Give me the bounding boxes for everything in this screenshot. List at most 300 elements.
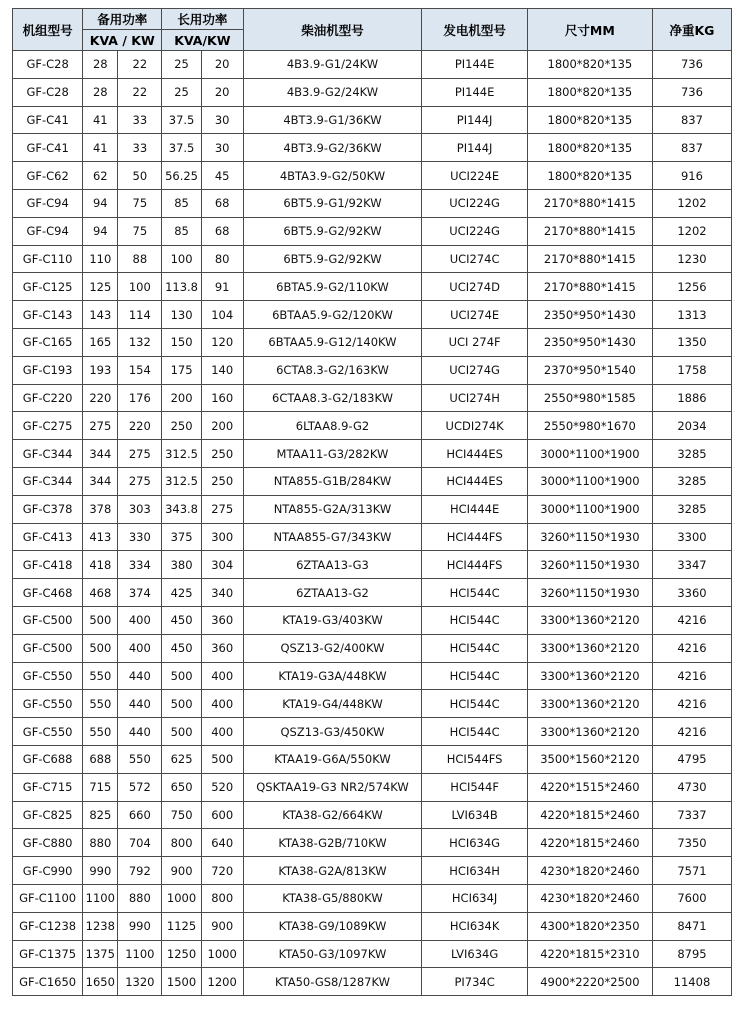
cell-prime-kva: 500	[162, 662, 202, 690]
cell-standby-kva: 500	[83, 634, 118, 662]
cell-model: GF-C193	[13, 356, 83, 384]
cell-engine-model: 6BT5.9-G2/92KW	[243, 217, 422, 245]
cell-net-weight: 7350	[652, 829, 731, 857]
cell-prime-kva: 150	[162, 328, 202, 356]
cell-standby-kw: 400	[118, 606, 162, 634]
cell-standby-kw: 132	[118, 328, 162, 356]
cell-engine-model: QSZ13-G3/450KW	[243, 718, 422, 746]
cell-prime-kva: 450	[162, 634, 202, 662]
cell-engine-model: QSZ13-G2/400KW	[243, 634, 422, 662]
header-net-weight: 净重KG	[652, 9, 731, 51]
header-engine-model: 柴油机型号	[243, 9, 422, 51]
cell-prime-kva: 800	[162, 829, 202, 857]
cell-prime-kw: 300	[201, 523, 243, 551]
cell-alternator-model: PI144J	[422, 106, 527, 134]
cell-standby-kw: 275	[118, 467, 162, 495]
cell-dimensions: 2550*980*1670	[527, 412, 652, 440]
cell-prime-kw: 800	[201, 884, 243, 912]
table-row	[13, 634, 732, 662]
cell-standby-kva: 344	[83, 440, 118, 468]
cell-engine-model: 6LTAA8.9-G2	[243, 412, 422, 440]
cell-prime-kw: 20	[201, 51, 243, 79]
cell-engine-model: NTA855-G2A/313KW	[243, 495, 422, 523]
table-row	[13, 551, 732, 579]
cell-prime-kva: 200	[162, 384, 202, 412]
cell-dimensions: 3500*1560*2120	[527, 745, 652, 773]
cell-model: GF-C880	[13, 829, 83, 857]
header-alternator-model: 发电机型号	[422, 9, 527, 51]
cell-alternator-model: HCI544C	[422, 662, 527, 690]
cell-net-weight: 4216	[652, 690, 731, 718]
table-row	[13, 356, 732, 384]
cell-dimensions: 2170*880*1415	[527, 273, 652, 301]
cell-alternator-model: UCI274G	[422, 356, 527, 384]
cell-prime-kw: 500	[201, 745, 243, 773]
cell-engine-model: KTA38-G9/1089KW	[243, 912, 422, 940]
cell-dimensions: 1800*820*135	[527, 51, 652, 79]
cell-prime-kva: 1125	[162, 912, 202, 940]
cell-dimensions: 1800*820*135	[527, 78, 652, 106]
cell-model: GF-C62	[13, 162, 83, 190]
cell-engine-model: 4B3.9-G1/24KW	[243, 51, 422, 79]
table-row	[13, 857, 732, 885]
cell-engine-model: 6CTAA8.3-G2/183KW	[243, 384, 422, 412]
cell-model: GF-C418	[13, 551, 83, 579]
cell-net-weight: 736	[652, 51, 731, 79]
cell-standby-kw: 33	[118, 106, 162, 134]
table-body	[13, 51, 732, 996]
cell-prime-kva: 450	[162, 606, 202, 634]
cell-net-weight: 8471	[652, 912, 731, 940]
cell-engine-model: KTA19-G4/448KW	[243, 690, 422, 718]
table-row	[13, 51, 732, 79]
cell-engine-model: 4BT3.9-G2/36KW	[243, 134, 422, 162]
cell-alternator-model: HCI444FS	[422, 523, 527, 551]
cell-prime-kva: 750	[162, 801, 202, 829]
cell-alternator-model: UCI274E	[422, 301, 527, 329]
cell-model: GF-C500	[13, 606, 83, 634]
cell-standby-kva: 825	[83, 801, 118, 829]
table-row	[13, 245, 732, 273]
cell-dimensions: 2170*880*1415	[527, 189, 652, 217]
cell-model: GF-C378	[13, 495, 83, 523]
cell-standby-kva: 880	[83, 829, 118, 857]
cell-dimensions: 3260*1150*1930	[527, 523, 652, 551]
cell-prime-kw: 91	[201, 273, 243, 301]
cell-standby-kw: 330	[118, 523, 162, 551]
cell-alternator-model: UCI274C	[422, 245, 527, 273]
cell-prime-kw: 30	[201, 134, 243, 162]
table-row	[13, 829, 732, 857]
cell-standby-kw: 572	[118, 773, 162, 801]
cell-alternator-model: HCI634K	[422, 912, 527, 940]
cell-engine-model: 6CTA8.3-G2/163KW	[243, 356, 422, 384]
table-row	[13, 384, 732, 412]
cell-standby-kva: 550	[83, 662, 118, 690]
cell-engine-model: 6ZTAA13-G3	[243, 551, 422, 579]
cell-model: GF-C550	[13, 662, 83, 690]
cell-dimensions: 2350*950*1430	[527, 301, 652, 329]
cell-prime-kw: 45	[201, 162, 243, 190]
cell-alternator-model: UCDI274K	[422, 412, 527, 440]
cell-prime-kw: 20	[201, 78, 243, 106]
cell-engine-model: KTA38-G2/664KW	[243, 801, 422, 829]
cell-standby-kva: 344	[83, 467, 118, 495]
cell-standby-kva: 378	[83, 495, 118, 523]
cell-prime-kva: 380	[162, 551, 202, 579]
cell-prime-kw: 104	[201, 301, 243, 329]
cell-prime-kw: 1000	[201, 940, 243, 968]
cell-prime-kw: 360	[201, 606, 243, 634]
cell-prime-kw: 600	[201, 801, 243, 829]
cell-engine-model: 4BT3.9-G1/36KW	[243, 106, 422, 134]
cell-model: GF-C1375	[13, 940, 83, 968]
cell-alternator-model: HCI634H	[422, 857, 527, 885]
cell-net-weight: 11408	[652, 968, 731, 996]
cell-model: GF-C220	[13, 384, 83, 412]
cell-dimensions: 2350*950*1430	[527, 328, 652, 356]
cell-dimensions: 3300*1360*2120	[527, 634, 652, 662]
cell-net-weight: 1758	[652, 356, 731, 384]
cell-dimensions: 4220*1815*2460	[527, 801, 652, 829]
cell-engine-model: KTA38-G2B/710KW	[243, 829, 422, 857]
cell-engine-model: 4BTA3.9-G2/50KW	[243, 162, 422, 190]
cell-prime-kva: 25	[162, 78, 202, 106]
cell-prime-kw: 400	[201, 718, 243, 746]
cell-dimensions: 3300*1360*2120	[527, 662, 652, 690]
cell-prime-kw: 304	[201, 551, 243, 579]
cell-model: GF-C94	[13, 217, 83, 245]
cell-prime-kva: 175	[162, 356, 202, 384]
cell-standby-kva: 165	[83, 328, 118, 356]
cell-standby-kva: 468	[83, 579, 118, 607]
cell-model: GF-C344	[13, 440, 83, 468]
table-row	[13, 162, 732, 190]
cell-dimensions: 3300*1360*2120	[527, 718, 652, 746]
cell-dimensions: 1800*820*135	[527, 162, 652, 190]
cell-standby-kva: 41	[83, 134, 118, 162]
cell-net-weight: 3300	[652, 523, 731, 551]
cell-prime-kva: 113.8	[162, 273, 202, 301]
cell-prime-kva: 25	[162, 51, 202, 79]
header-standby-power: 备用功率	[83, 9, 162, 30]
cell-standby-kw: 176	[118, 384, 162, 412]
cell-net-weight: 4216	[652, 606, 731, 634]
cell-standby-kva: 143	[83, 301, 118, 329]
cell-net-weight: 3285	[652, 467, 731, 495]
table-row	[13, 440, 732, 468]
cell-standby-kva: 275	[83, 412, 118, 440]
table-row	[13, 467, 732, 495]
cell-model: GF-C41	[13, 106, 83, 134]
cell-dimensions: 2170*880*1415	[527, 217, 652, 245]
cell-model: GF-C28	[13, 78, 83, 106]
cell-net-weight: 736	[652, 78, 731, 106]
table-row	[13, 718, 732, 746]
cell-alternator-model: HCI444ES	[422, 440, 527, 468]
cell-standby-kva: 28	[83, 51, 118, 79]
cell-prime-kw: 68	[201, 217, 243, 245]
cell-standby-kw: 22	[118, 78, 162, 106]
cell-alternator-model: HCI544C	[422, 606, 527, 634]
cell-engine-model: KTA50-GS8/1287KW	[243, 968, 422, 996]
cell-net-weight: 837	[652, 134, 731, 162]
cell-standby-kva: 62	[83, 162, 118, 190]
cell-standby-kva: 125	[83, 273, 118, 301]
cell-engine-model: KTA50-G3/1097KW	[243, 940, 422, 968]
cell-prime-kva: 1000	[162, 884, 202, 912]
cell-alternator-model: PI144E	[422, 51, 527, 79]
cell-dimensions: 3300*1360*2120	[527, 606, 652, 634]
table-row	[13, 106, 732, 134]
cell-engine-model: QSKTAA19-G3 NR2/574KW	[243, 773, 422, 801]
cell-engine-model: KTA19-G3A/448KW	[243, 662, 422, 690]
cell-prime-kva: 37.5	[162, 134, 202, 162]
cell-prime-kw: 360	[201, 634, 243, 662]
cell-standby-kva: 1100	[83, 884, 118, 912]
cell-standby-kva: 500	[83, 606, 118, 634]
cell-net-weight: 7600	[652, 884, 731, 912]
cell-standby-kw: 660	[118, 801, 162, 829]
cell-prime-kw: 1200	[201, 968, 243, 996]
cell-alternator-model: LVI634G	[422, 940, 527, 968]
cell-standby-kw: 400	[118, 634, 162, 662]
cell-prime-kva: 650	[162, 773, 202, 801]
cell-alternator-model: UCI274D	[422, 273, 527, 301]
cell-engine-model: 6BT5.9-G1/92KW	[243, 189, 422, 217]
cell-model: GF-C1100	[13, 884, 83, 912]
cell-prime-kva: 85	[162, 189, 202, 217]
cell-engine-model: 6BT5.9-G2/92KW	[243, 245, 422, 273]
cell-standby-kw: 88	[118, 245, 162, 273]
cell-alternator-model: HCI444FS	[422, 551, 527, 579]
cell-net-weight: 7337	[652, 801, 731, 829]
cell-model: GF-C825	[13, 801, 83, 829]
cell-engine-model: NTAA855-G7/343KW	[243, 523, 422, 551]
table-row	[13, 801, 732, 829]
cell-prime-kw: 160	[201, 384, 243, 412]
cell-standby-kva: 220	[83, 384, 118, 412]
table-row	[13, 968, 732, 996]
cell-prime-kw: 720	[201, 857, 243, 885]
cell-model: GF-C468	[13, 579, 83, 607]
cell-prime-kva: 37.5	[162, 106, 202, 134]
table-row	[13, 217, 732, 245]
cell-dimensions: 3000*1100*1900	[527, 467, 652, 495]
cell-model: GF-C94	[13, 189, 83, 217]
cell-alternator-model: UCI 274F	[422, 328, 527, 356]
cell-net-weight: 2034	[652, 412, 731, 440]
cell-engine-model: MTAA11-G3/282KW	[243, 440, 422, 468]
cell-prime-kva: 250	[162, 412, 202, 440]
cell-prime-kva: 625	[162, 745, 202, 773]
cell-alternator-model: UCI224G	[422, 217, 527, 245]
cell-dimensions: 4220*1815*2460	[527, 829, 652, 857]
cell-net-weight: 4216	[652, 634, 731, 662]
cell-model: GF-C344	[13, 467, 83, 495]
cell-dimensions: 2550*980*1585	[527, 384, 652, 412]
cell-dimensions: 1800*820*135	[527, 106, 652, 134]
cell-standby-kva: 28	[83, 78, 118, 106]
table-row	[13, 495, 732, 523]
cell-standby-kw: 334	[118, 551, 162, 579]
cell-standby-kw: 440	[118, 690, 162, 718]
cell-standby-kw: 275	[118, 440, 162, 468]
cell-model: GF-C165	[13, 328, 83, 356]
header-dimensions: 尺寸MM	[527, 9, 652, 51]
cell-alternator-model: HCI544C	[422, 690, 527, 718]
cell-prime-kva: 130	[162, 301, 202, 329]
cell-prime-kw: 400	[201, 662, 243, 690]
cell-standby-kw: 33	[118, 134, 162, 162]
table-row	[13, 690, 732, 718]
cell-dimensions: 3260*1150*1930	[527, 551, 652, 579]
cell-alternator-model: HCI634G	[422, 829, 527, 857]
cell-model: GF-C110	[13, 245, 83, 273]
cell-net-weight: 4730	[652, 773, 731, 801]
cell-standby-kw: 50	[118, 162, 162, 190]
cell-standby-kva: 94	[83, 217, 118, 245]
cell-dimensions: 2370*950*1540	[527, 356, 652, 384]
cell-engine-model: NTA855-G1B/284KW	[243, 467, 422, 495]
cell-standby-kva: 413	[83, 523, 118, 551]
header-model: 机组型号	[13, 9, 83, 51]
table-row	[13, 912, 732, 940]
cell-prime-kva: 85	[162, 217, 202, 245]
cell-net-weight: 1202	[652, 217, 731, 245]
cell-standby-kw: 1320	[118, 968, 162, 996]
cell-alternator-model: HCI544FS	[422, 745, 527, 773]
table-row	[13, 745, 732, 773]
cell-alternator-model: UCI224G	[422, 189, 527, 217]
cell-dimensions: 3000*1100*1900	[527, 495, 652, 523]
cell-dimensions: 4230*1820*2460	[527, 857, 652, 885]
cell-prime-kw: 30	[201, 106, 243, 134]
cell-alternator-model: LVI634B	[422, 801, 527, 829]
cell-dimensions: 3300*1360*2120	[527, 690, 652, 718]
cell-model: GF-C143	[13, 301, 83, 329]
cell-prime-kva: 100	[162, 245, 202, 273]
cell-alternator-model: UCI274H	[422, 384, 527, 412]
cell-standby-kw: 374	[118, 579, 162, 607]
cell-alternator-model: PI144J	[422, 134, 527, 162]
cell-standby-kva: 1650	[83, 968, 118, 996]
cell-prime-kva: 1500	[162, 968, 202, 996]
cell-prime-kw: 275	[201, 495, 243, 523]
cell-model: GF-C413	[13, 523, 83, 551]
cell-engine-model: 6BTAA5.9-G2/120KW	[243, 301, 422, 329]
cell-standby-kw: 75	[118, 189, 162, 217]
cell-standby-kva: 550	[83, 690, 118, 718]
cell-standby-kw: 990	[118, 912, 162, 940]
table-header	[13, 9, 732, 51]
cell-dimensions: 3000*1100*1900	[527, 440, 652, 468]
cell-net-weight: 4795	[652, 745, 731, 773]
cell-engine-model: 6BTA5.9-G2/110KW	[243, 273, 422, 301]
cell-dimensions: 4220*1515*2460	[527, 773, 652, 801]
cell-standby-kva: 94	[83, 189, 118, 217]
cell-standby-kw: 100	[118, 273, 162, 301]
cell-standby-kw: 880	[118, 884, 162, 912]
cell-prime-kva: 425	[162, 579, 202, 607]
table-row	[13, 273, 732, 301]
cell-model: GF-C1650	[13, 968, 83, 996]
table-row	[13, 940, 732, 968]
cell-prime-kw: 250	[201, 467, 243, 495]
cell-prime-kva: 900	[162, 857, 202, 885]
cell-engine-model: KTA19-G3/403KW	[243, 606, 422, 634]
cell-standby-kva: 1238	[83, 912, 118, 940]
cell-net-weight: 4216	[652, 662, 731, 690]
cell-standby-kva: 990	[83, 857, 118, 885]
table-row	[13, 662, 732, 690]
cell-dimensions: 3260*1150*1930	[527, 579, 652, 607]
cell-engine-model: 6ZTAA13-G2	[243, 579, 422, 607]
cell-standby-kw: 75	[118, 217, 162, 245]
table-row	[13, 773, 732, 801]
cell-model: GF-C41	[13, 134, 83, 162]
cell-dimensions: 4300*1820*2350	[527, 912, 652, 940]
cell-model: GF-C28	[13, 51, 83, 79]
spec-table-sheet	[12, 8, 732, 996]
table-row	[13, 328, 732, 356]
cell-net-weight: 916	[652, 162, 731, 190]
cell-standby-kw: 440	[118, 662, 162, 690]
cell-net-weight: 3347	[652, 551, 731, 579]
cell-prime-kva: 1250	[162, 940, 202, 968]
header-prime-unit: KVA/KW	[162, 30, 243, 51]
cell-standby-kw: 154	[118, 356, 162, 384]
cell-model: GF-C1238	[13, 912, 83, 940]
cell-net-weight: 837	[652, 106, 731, 134]
cell-net-weight: 1313	[652, 301, 731, 329]
cell-standby-kw: 704	[118, 829, 162, 857]
cell-alternator-model: HCI444ES	[422, 467, 527, 495]
cell-standby-kva: 688	[83, 745, 118, 773]
cell-engine-model: 6BTAA5.9-G12/140KW	[243, 328, 422, 356]
generator-spec-table	[12, 8, 732, 996]
cell-net-weight: 7571	[652, 857, 731, 885]
table-row	[13, 606, 732, 634]
cell-prime-kw: 120	[201, 328, 243, 356]
table-row	[13, 189, 732, 217]
cell-engine-model: 4B3.9-G2/24KW	[243, 78, 422, 106]
cell-model: GF-C275	[13, 412, 83, 440]
cell-net-weight: 1202	[652, 189, 731, 217]
cell-standby-kva: 418	[83, 551, 118, 579]
cell-standby-kw: 792	[118, 857, 162, 885]
cell-prime-kva: 500	[162, 690, 202, 718]
cell-net-weight: 8795	[652, 940, 731, 968]
cell-standby-kva: 110	[83, 245, 118, 273]
cell-standby-kw: 303	[118, 495, 162, 523]
cell-prime-kw: 250	[201, 440, 243, 468]
cell-net-weight: 3285	[652, 440, 731, 468]
cell-standby-kva: 193	[83, 356, 118, 384]
cell-standby-kva: 1375	[83, 940, 118, 968]
cell-standby-kva: 550	[83, 718, 118, 746]
cell-standby-kw: 550	[118, 745, 162, 773]
cell-prime-kw: 140	[201, 356, 243, 384]
cell-alternator-model: PI144E	[422, 78, 527, 106]
cell-standby-kw: 220	[118, 412, 162, 440]
cell-standby-kw: 22	[118, 51, 162, 79]
table-row	[13, 412, 732, 440]
table-row	[13, 884, 732, 912]
cell-model: GF-C125	[13, 273, 83, 301]
cell-dimensions: 2170*880*1415	[527, 245, 652, 273]
cell-net-weight: 1256	[652, 273, 731, 301]
